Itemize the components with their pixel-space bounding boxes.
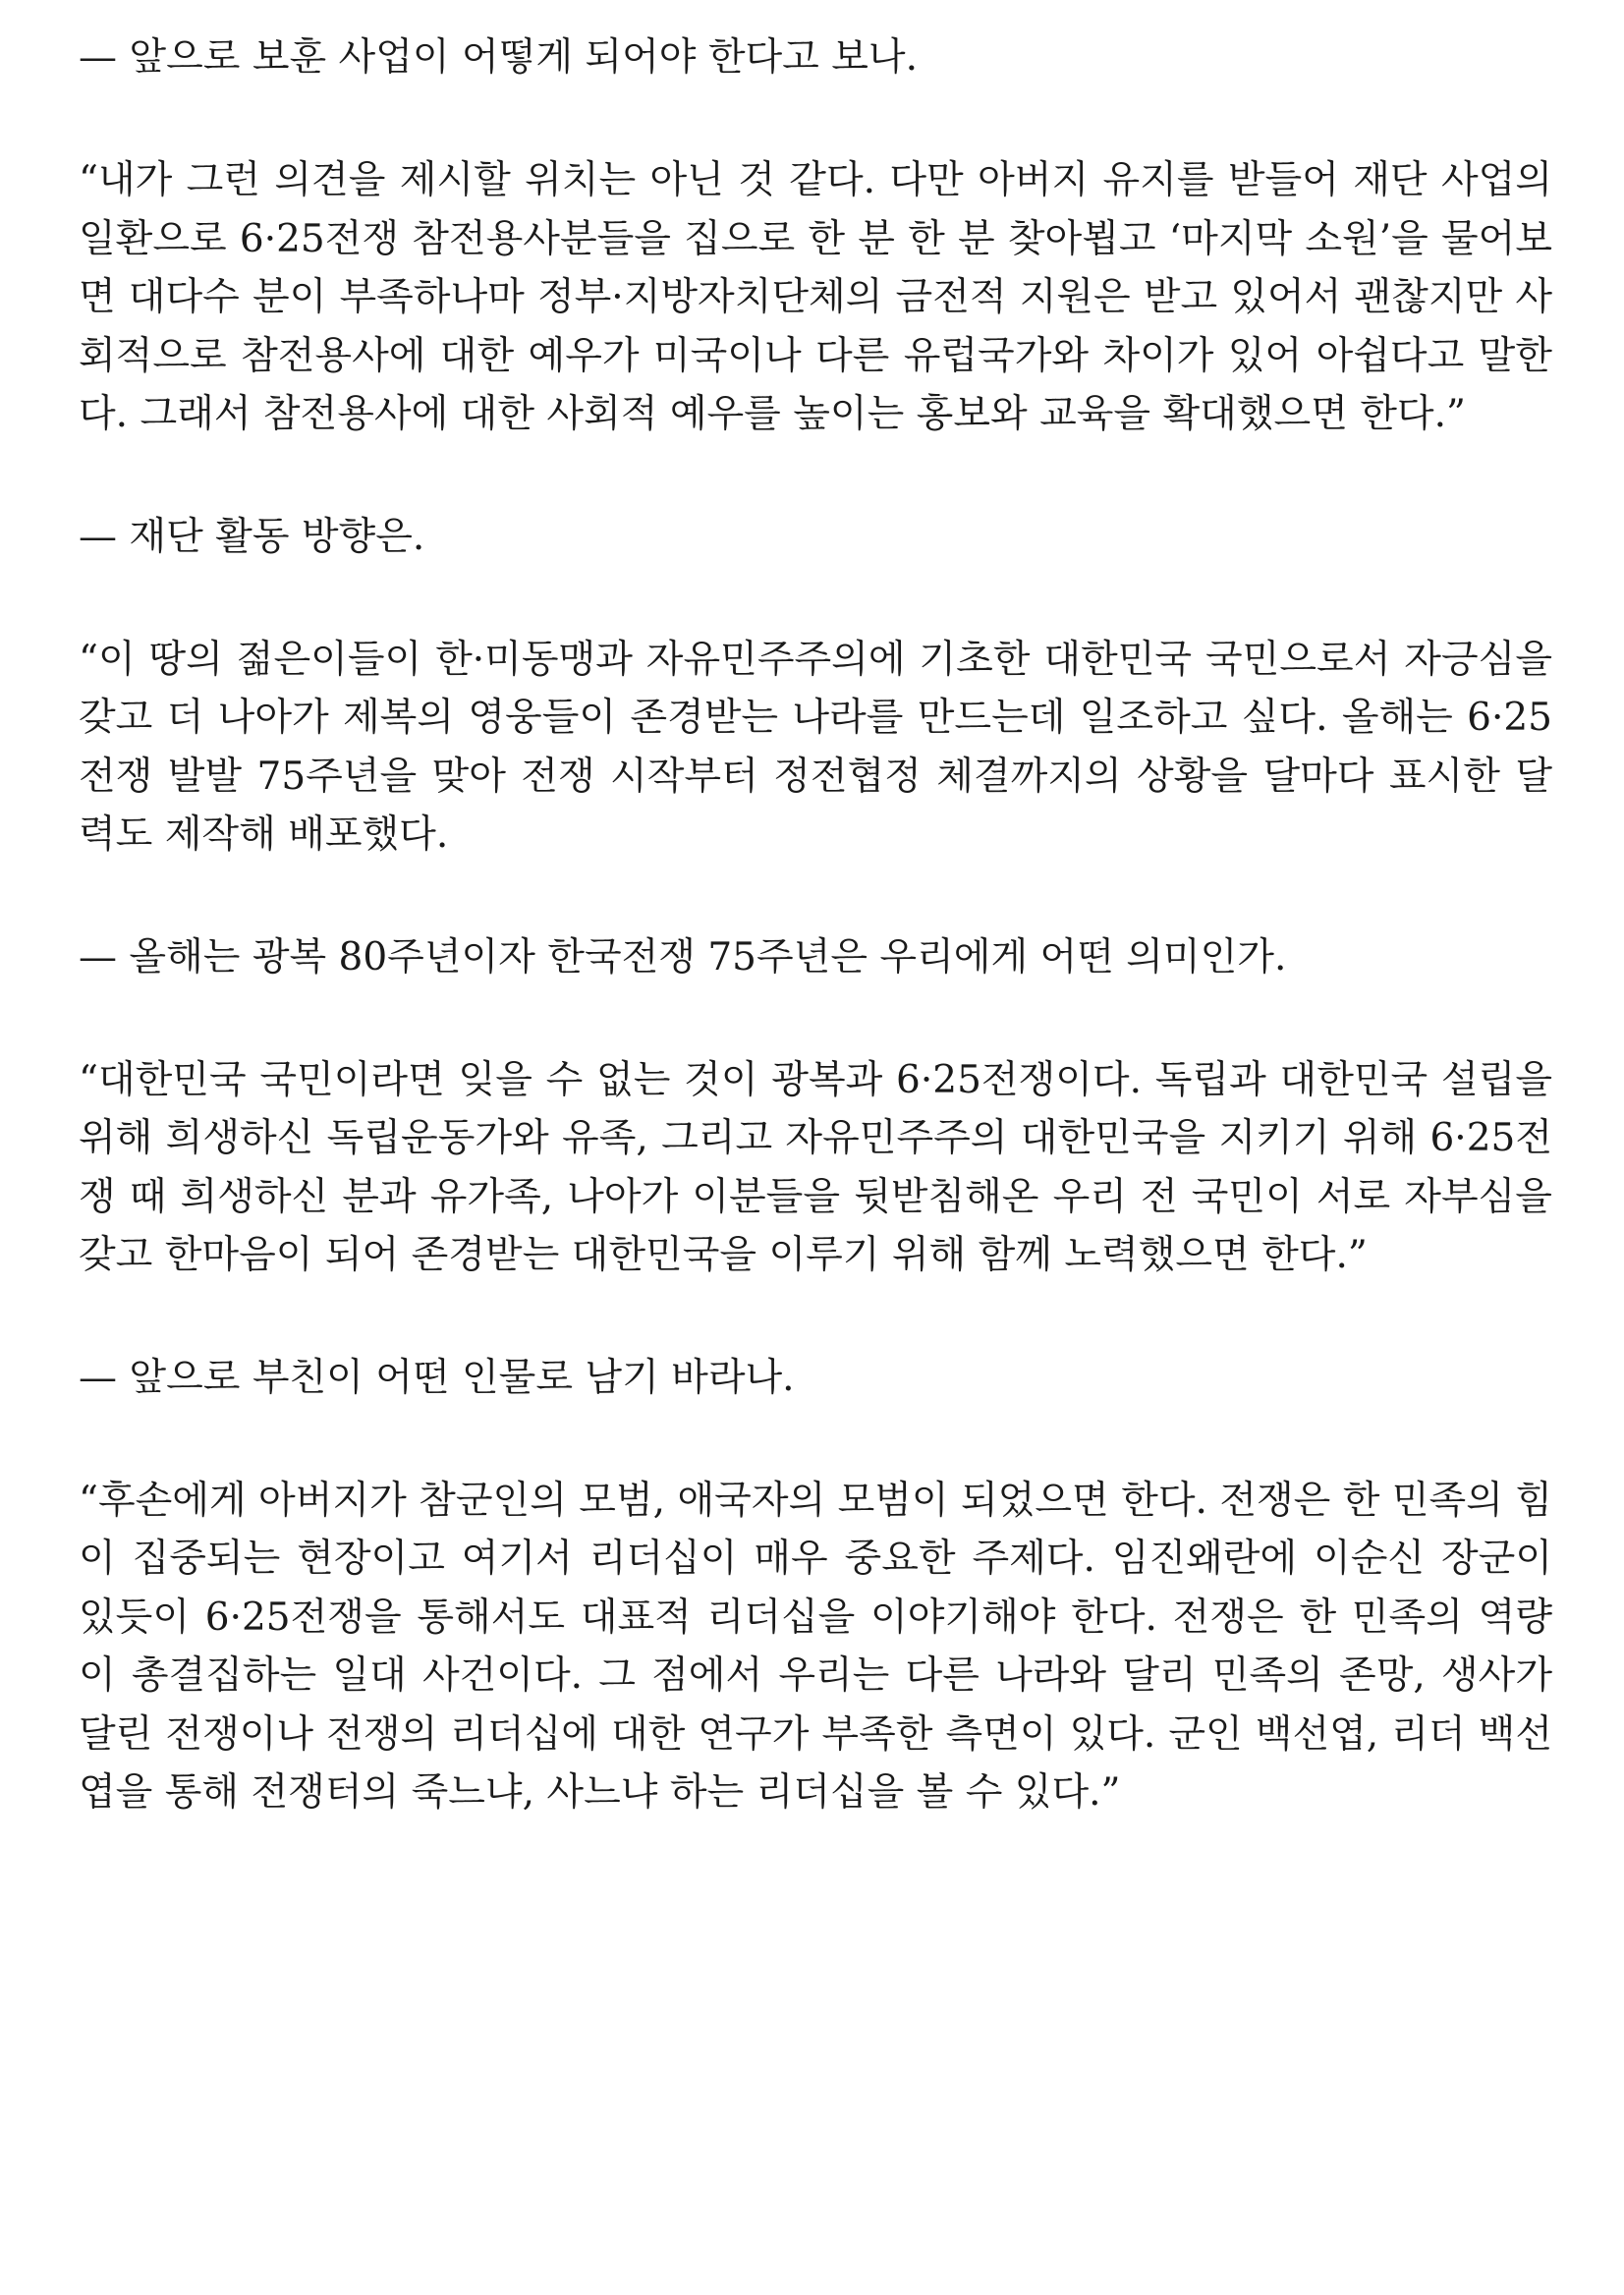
interview-question: — 앞으로 부친이 어떤 인물로 남기 바라나.	[79, 1355, 795, 1400]
interview-answer: “대한민국 국민이라면 잊을 수 없는 것이 광복과 6·25전쟁이다. 독립과 대한민국 설립을 위해 희생하신 독립운동가와 유족, 그리고 자유민주주의 대한민국을 지키기 위해 6·25전쟁 때 희생하신 분과 유가족, 나아가 이분들을 뒷받침해온 우리 전 국민이 서로 자부심을 갖고 한마음이 되어 존경받는 대한민국을 이루기 위해 함께 노력했으면 한다.”	[79, 1057, 1552, 1277]
interview-question: — 올해는 광복 80주년이자 한국전쟁 75주년은 우리에게 어떤 의미인가.	[79, 934, 1287, 980]
interview-question: — 재단 활동 방향은.	[79, 514, 425, 559]
article-body	[79, 28, 1552, 1822]
interview-question: — 앞으로 보훈 사업이 어떻게 되어야 한다고 보나.	[79, 35, 918, 80]
interview-answer: “내가 그런 의견을 제시할 위치는 아닌 것 같다. 다만 아버지 유지를 받들어 재단 사업의 일환으로 6·25전쟁 참전용사분들을 집으로 한 분 한 분 찾아뵙고 ‘마지막 소원’을 물어보면 대다수 분이 부족하나마 정부·지방자치단체의 금전적 지원은 받고 있어서 괜찮지만 사회적으로 참전용사에 대한 예우가 미국이나 다른 유럽국가와 차이가 있어 아쉽다고 말한다. 그래서 참전용사에 대한 사회적 예우를 높이는 홍보와 교육을 확대했으면 한다.”	[79, 158, 1552, 436]
interview-answer: “후손에게 아버지가 참군인의 모범, 애국자의 모범이 되었으면 한다. 전쟁은 한 민족의 힘이 집중되는 현장이고 여기서 리더십이 매우 중요한 주제다. 임진왜란에 이순신 장군이 있듯이 6·25전쟁을 통해서도 대표적 리더십을 이야기해야 한다. 전쟁은 한 민족의 역량이 총결집하는 일대 사건이다. 그 점에서 우리는 다른 나라와 달리 민족의 존망, 생사가 달린 전쟁이나 전쟁의 리더십에 대한 연구가 부족한 측면이 있다. 군인 백선엽, 리더 백선엽을 통해 전쟁터의 죽느냐, 사느냐 하는 리더십을 볼 수 있다.”	[79, 1478, 1552, 1815]
interview-answer: “이 땅의 젊은이들이 한·미동맹과 자유민주주의에 기초한 대한민국 국민으로서 자긍심을 갖고 더 나아가 제복의 영웅들이 존경받는 나라를 만드는데 일조하고 싶다. 올해는 6·25전쟁 발발 75주년을 맞아 전쟁 시작부터 정전협정 체결까지의 상황을 달마다 표시한 달력도 제작해 배포했다.	[79, 637, 1552, 857]
